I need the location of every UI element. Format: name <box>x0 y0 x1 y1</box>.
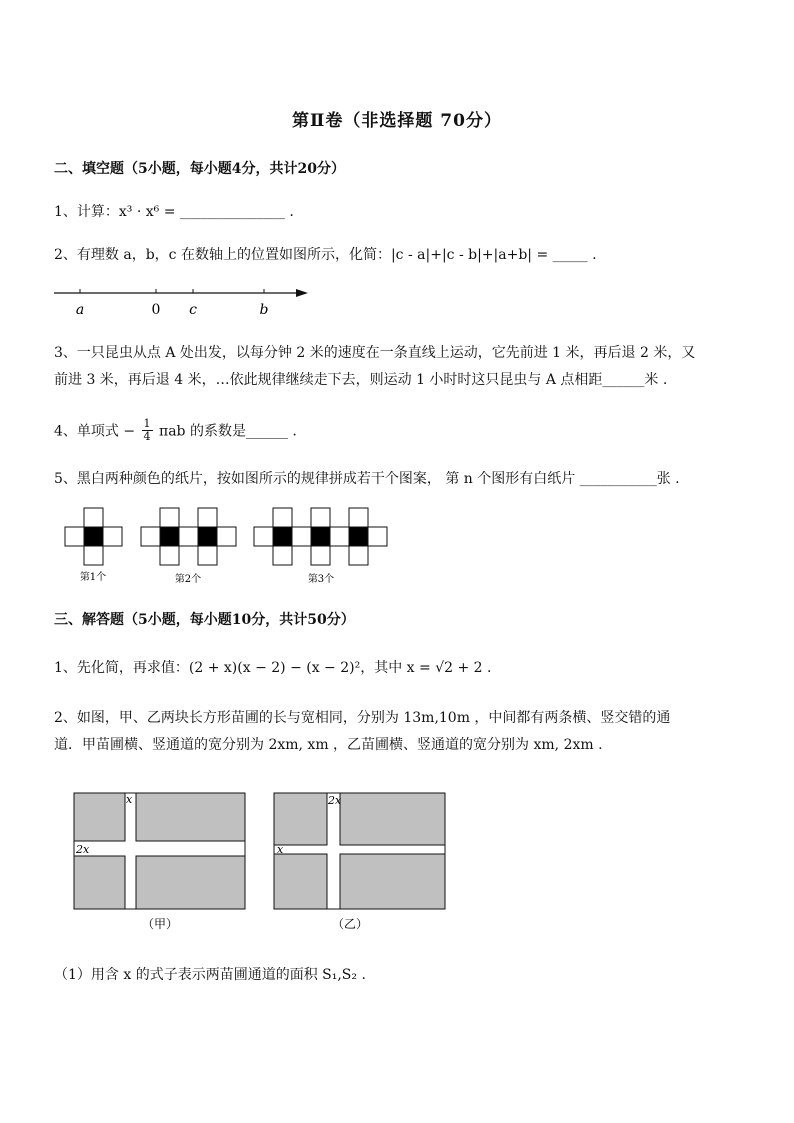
plot <box>136 793 245 841</box>
white-tile <box>311 546 330 565</box>
pattern-caption-2: 第2个 <box>174 574 202 585</box>
plot <box>74 793 125 841</box>
white-tile <box>330 527 349 546</box>
question-3-2-part1: （1）用含 x 的式子表示两苗圃通道的面积 S₁,S₂ . <box>54 967 366 983</box>
label-horizontal-path-yi: x <box>277 843 284 856</box>
white-tile <box>349 508 368 527</box>
black-tile <box>198 527 217 546</box>
white-tile <box>84 546 103 565</box>
garden-jia <box>74 793 245 931</box>
plot <box>340 793 445 845</box>
white-tile <box>160 508 179 527</box>
black-tile <box>311 527 330 546</box>
question-3-1: 1、先化简，再求值：(2 + x)(x − 2) − (x − 2)²，其中 x = √2 + 2 . <box>54 660 492 676</box>
white-tile <box>254 527 273 546</box>
question-3-2-line1: 2、如图，甲、乙两块长方形苗圃的长与宽相同，分别为 13m,10m ，中间都有两条横、竖交错的通 <box>54 710 671 726</box>
section-heading-answer: 三、解答题（5小题，每小题10分，共计50分） <box>54 612 355 628</box>
plot <box>274 793 327 845</box>
garden-figures <box>70 788 455 936</box>
white-tile <box>217 527 236 546</box>
axis-label-a: a <box>75 302 85 318</box>
plot <box>136 856 245 909</box>
pattern-caption-1: 第1个 <box>79 572 107 583</box>
question-2-3-line2: 前进 3 米，再后退 4 米，…依此规律继续走下去，则运动 1 小时时这只昆虫与 A 点相距______米 . <box>54 372 668 388</box>
black-tile <box>273 527 292 546</box>
white-tile <box>273 508 292 527</box>
black-tile <box>349 527 368 546</box>
fraction <box>142 418 153 443</box>
white-tile <box>65 527 84 546</box>
plot <box>74 856 125 909</box>
axis-label-b: b <box>259 302 269 318</box>
page-title: 第Ⅱ卷（非选择题 70分） <box>292 111 502 131</box>
pattern-2 <box>141 508 236 565</box>
question-2-5: 5、黑白两种颜色的纸片，按如图所示的规律拼成若干个图案， 第 n 个图形有白纸片 ___________张 . <box>54 471 680 487</box>
caption-jia: （甲） <box>141 917 179 931</box>
number-line-arrow <box>296 289 308 297</box>
pattern-1 <box>65 508 122 565</box>
white-tile <box>141 527 160 546</box>
label-horizontal-path-jia: 2x <box>76 843 90 856</box>
white-tile <box>103 527 122 546</box>
fraction-numerator: 1 <box>143 417 151 430</box>
fraction-denominator: 4 <box>143 430 151 443</box>
plot <box>274 854 327 909</box>
white-tile <box>311 508 330 527</box>
white-tile <box>292 527 311 546</box>
label-vertical-path-yi: 2x <box>328 794 342 807</box>
white-tile <box>179 527 198 546</box>
axis-label-c: c <box>189 302 197 318</box>
white-tile <box>84 508 103 527</box>
plot <box>340 854 445 909</box>
pattern-3 <box>254 508 387 565</box>
tile-pattern-figure <box>60 506 400 588</box>
question-2-4-prefix: 4、单项式 − <box>54 423 136 440</box>
white-tile <box>198 546 217 565</box>
section-heading-fill-in: 二、填空题（5小题，每小题4分，共计20分） <box>54 161 345 177</box>
question-2-3-line1: 3、一只昆虫从点 A 处出发，以每分钟 2 米的速度在一条直线上运动，它先前进 1 米，再后退 2 米，又 <box>54 345 696 361</box>
white-tile <box>368 527 387 546</box>
white-tile <box>349 546 368 565</box>
black-tile <box>160 527 179 546</box>
label-vertical-path-jia: x <box>126 793 133 806</box>
caption-yi: （乙） <box>331 917 369 931</box>
pattern-caption-3: 第3个 <box>307 574 335 585</box>
white-tile <box>273 546 292 565</box>
question-2-4 <box>54 418 297 443</box>
axis-label-0: 0 <box>151 302 161 318</box>
question-2-4-suffix: πab 的系数是______ . <box>159 423 297 440</box>
white-tile <box>160 546 179 565</box>
question-3-2-line2: 道．甲苗圃横、竖通道的宽分别为 2xm, xm ，乙苗圃横、竖通道的宽分别为 xm, 2xm . <box>54 737 603 753</box>
white-tile <box>198 508 217 527</box>
number-line-figure <box>50 280 320 320</box>
black-tile <box>84 527 103 546</box>
garden-yi <box>274 793 445 931</box>
question-2-1: 1、计算：x³ · x⁶ = _______________ . <box>54 204 294 220</box>
question-2-2: 2、有理数 a，b，c 在数轴上的位置如图所示，化简：|c - a|+|c - b|+|a+b| = _____ . <box>54 247 597 263</box>
